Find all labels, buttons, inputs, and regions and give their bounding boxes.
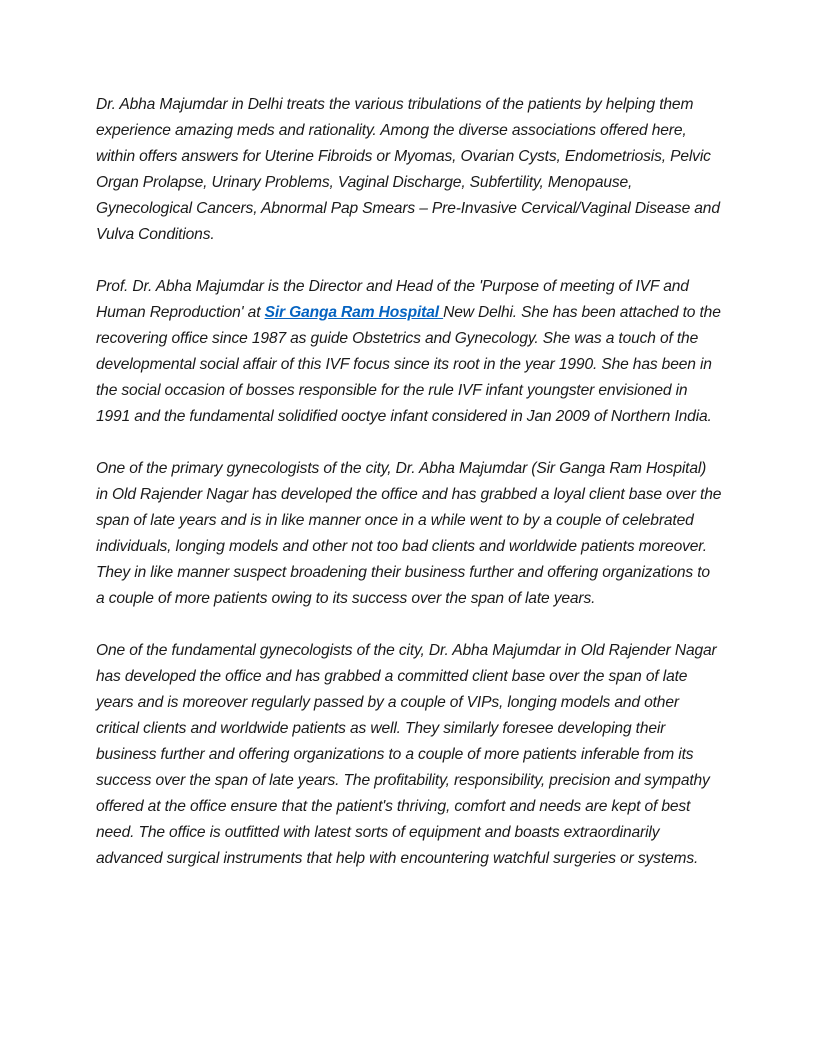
paragraph-clinic-text: One of the primary gynecologists of the city, Dr. Abha Majumdar (Sir Ganga Ram Hospital) in Old Rajender Nagar has developed the office and has grabbed a loyal client base over the span of late years and is in like manner once in a while went to by a couple of celebrated individuals, longing models and other not too bad clients and worldwide patients moreover. They in like manner suspect broadening their business further and offering organizations to a couple of more patients owing to its success over the span of late years. xyxy=(96,460,722,607)
paragraph-director xyxy=(96,274,722,430)
paragraph-intro xyxy=(96,92,722,248)
paragraph-office xyxy=(96,638,722,872)
paragraph-director-text-before: Prof. Dr. Abha Majumdar is the Director and Head of the 'Purpose of meeting of IVF and Human Reproduction' at xyxy=(96,278,689,321)
paragraph-clinic xyxy=(96,456,722,612)
paragraph-intro-text: Dr. Abha Majumdar in Delhi treats the various tribulations of the patients by helping them experience amazing meds and rationality. Among the diverse associations offered here, within offers answers for Uterine Fibroids or Myomas, Ovarian Cysts, Endometriosis, Pelvic Organ Prolapse, Urinary Problems, Vaginal Discharge, Subfertility, Menopause, Gynecological Cancers, Abnormal Pap Smears – Pre-Invasive Cervical/Vaginal Disease and Vulva Conditions. xyxy=(96,96,720,243)
document-body xyxy=(96,92,722,898)
paragraph-director-text-after: New Delhi. She has been attached to the recovering office since 1987 as guide Obstetrics and Gynecology. She was a touch of the developmental social affair of this IVF focus since its root in the year 1990. She has been in the social occasion of bosses responsible for the rule IVF infant youngster envisioned in 1991 and the fundamental solidified ooctye infant considered in Jan 2009 of Northern India. xyxy=(96,304,721,425)
hospital-link[interactable]: Sir Ganga Ram Hospital xyxy=(264,304,444,321)
paragraph-office-text: One of the fundamental gynecologists of the city, Dr. Abha Majumdar in Old Rajender Nagar has developed the office and has grabbed a committed client base over the span of late years and is moreover regularly passed by a couple of VIPs, longing models and other critical clients and worldwide patients as well. They similarly foresee developing their business further and offering organizations to a couple of more patients inferable from its success over the span of late years. The profitability, responsibility, precision and sympathy offered at the office ensure that the patient's thriving, comfort and needs are kept of best need. The office is outfitted with latest sorts of equipment and boasts extraordinarily advanced surgical instruments that help with encountering watchful surgeries or systems. xyxy=(96,642,717,867)
